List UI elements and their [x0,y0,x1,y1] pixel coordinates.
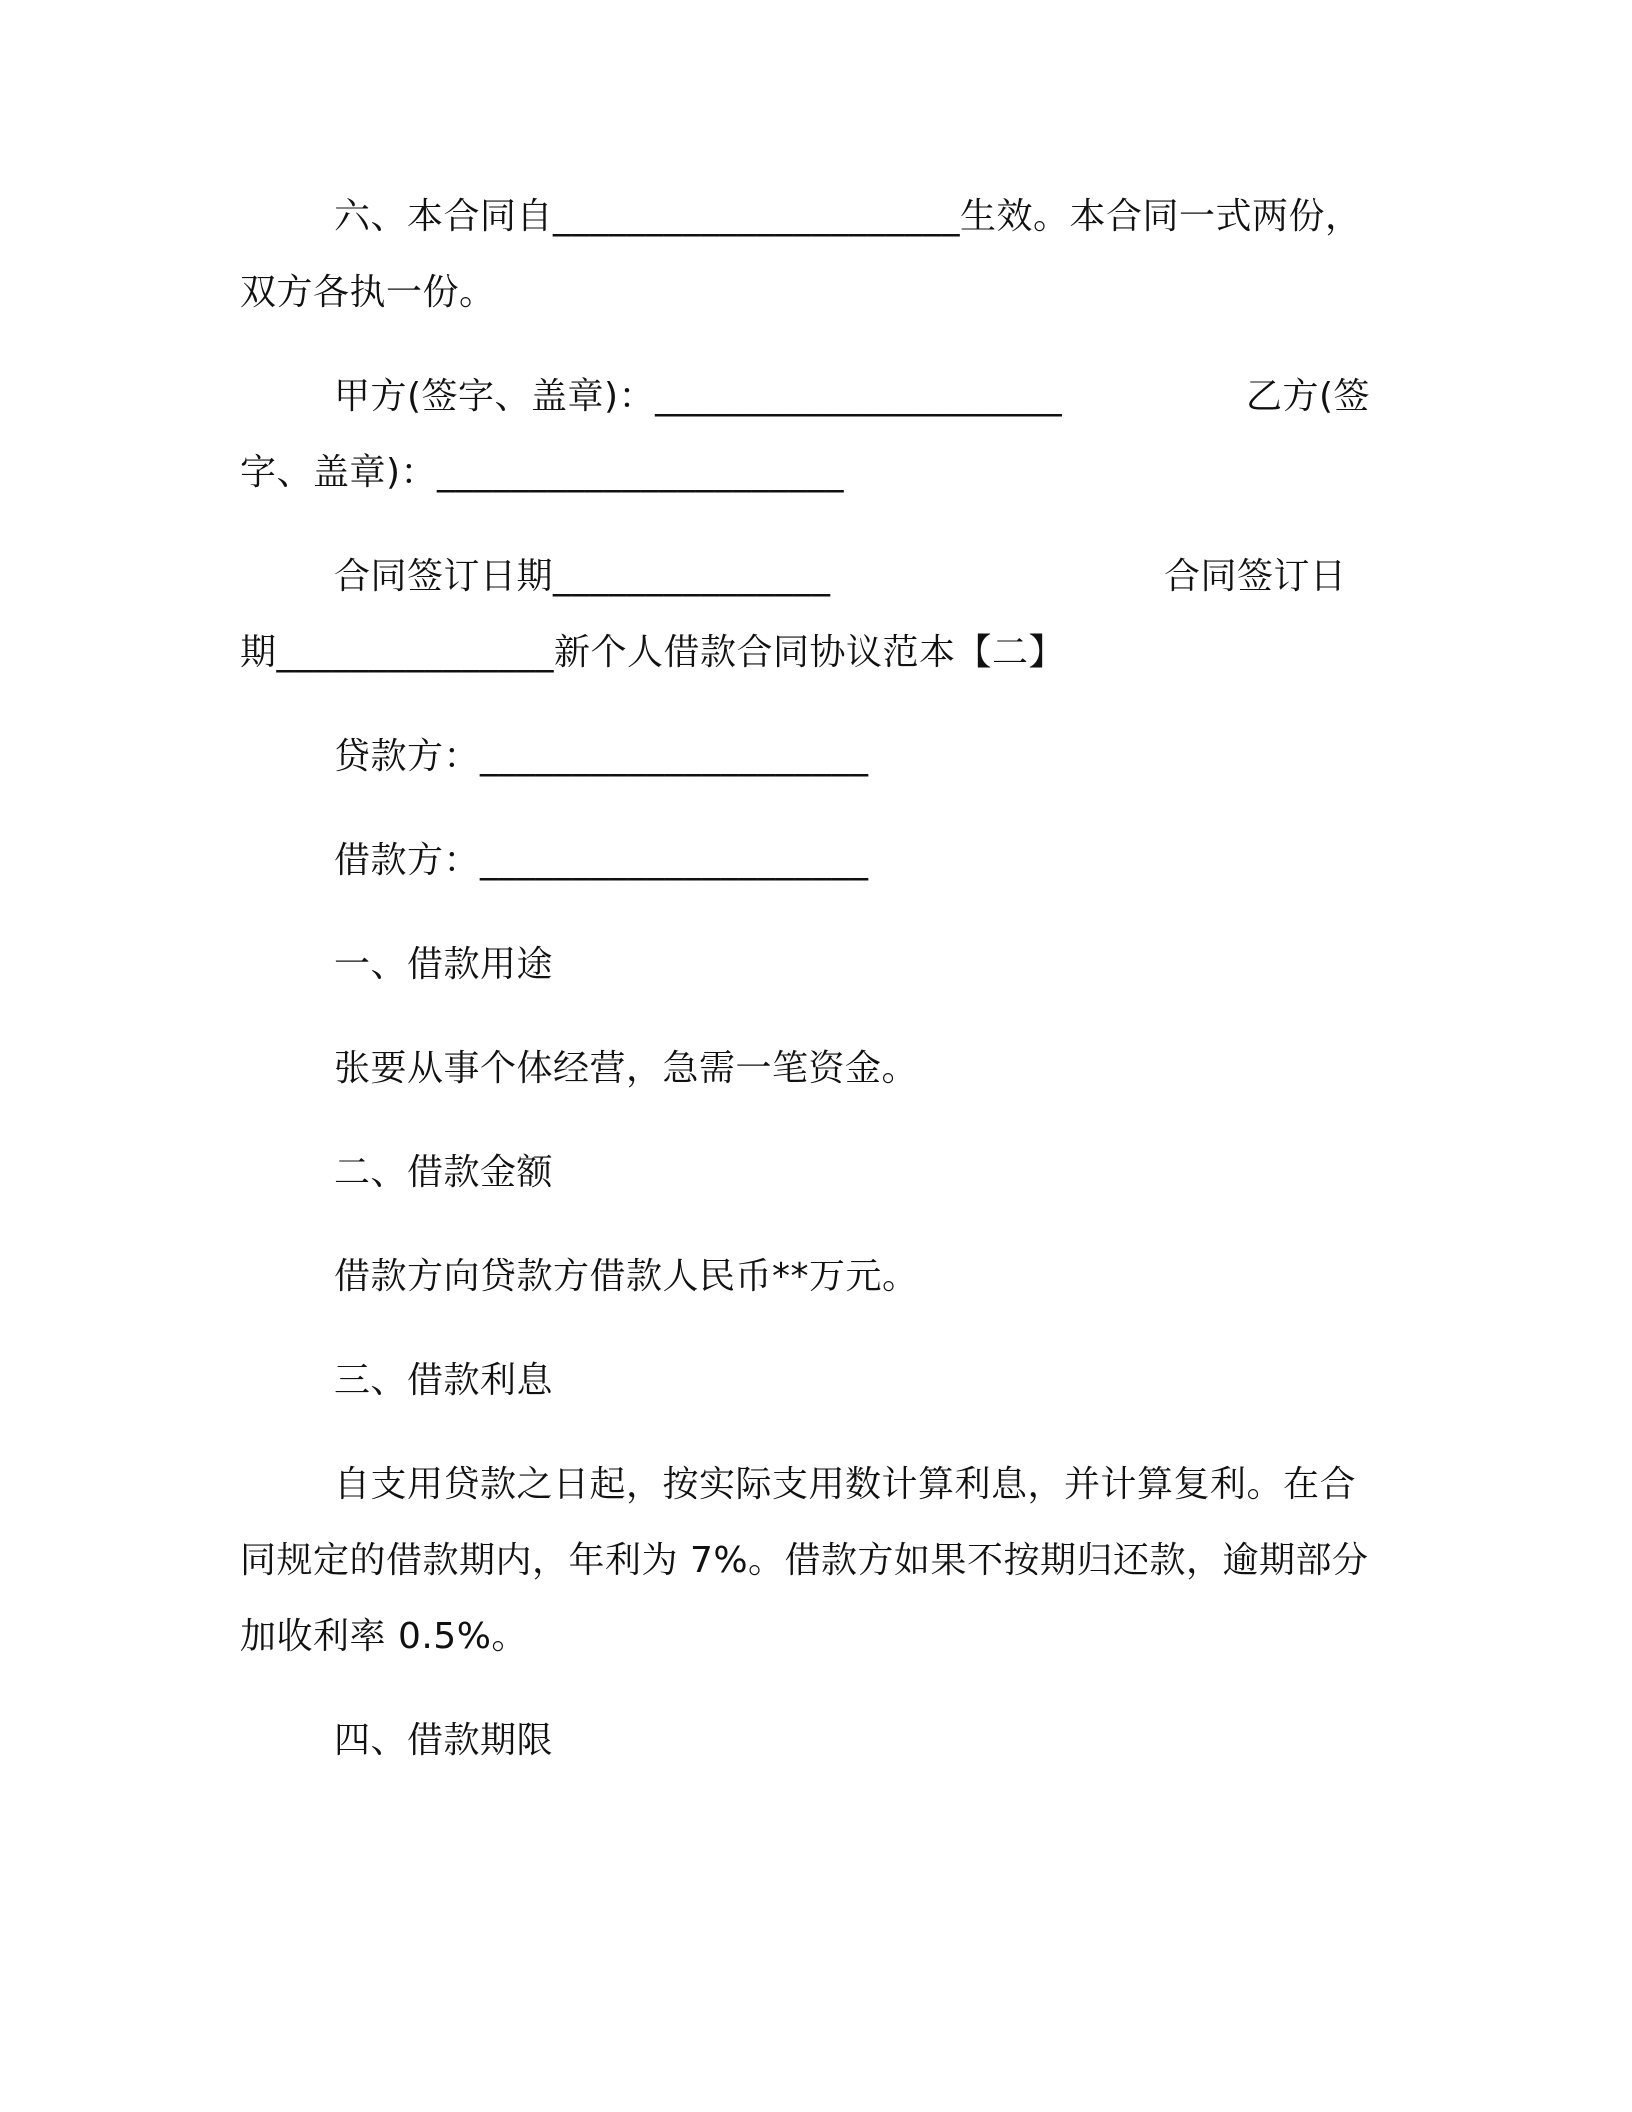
interest-text-line-3: 加收利率 0.5%。 [240,1616,528,1657]
section-heading-interest: 三、借款利息 [334,1360,554,1401]
amount-text: 借款方向贷款方借款人民币**万元。 [334,1256,919,1297]
borrower-field: 借款方：_____________________ [334,840,869,881]
interest-text-line-1: 自支用贷款之日起，按实际支用数计算利息，并计算复利。在合 [334,1464,1357,1505]
party-b-signature-end: 字、盖章)：______________________ [240,452,845,493]
signing-date-b-and-title: 期_______________新个人借款合同协议范本【二】 [240,632,1066,673]
signing-date-a: 合同签订日期_______________ [334,556,831,597]
lender-field: 贷款方：_____________________ [334,736,869,777]
signing-date-b-start: 合同签订日 [1164,556,1347,597]
purpose-text: 张要从事个体经营，急需一笔资金。 [334,1048,919,1089]
interest-text-line-2: 同规定的借款期内，年利为 7%。借款方如果不按期归还款，逾期部分 [240,1540,1369,1581]
clause-6-line-2: 双方各执一份。 [240,272,496,313]
clause-6-line-1: 六、本合同自______________________生效。本合同一式两份， [334,196,1362,237]
section-heading-purpose: 一、借款用途 [334,944,554,985]
party-b-signature-start: 乙方(签 [1246,376,1371,417]
party-a-signature: 甲方(签字、盖章)：______________________ [334,376,1063,417]
section-heading-amount: 二、借款金额 [334,1152,554,1193]
section-heading-term: 四、借款期限 [334,1720,554,1761]
